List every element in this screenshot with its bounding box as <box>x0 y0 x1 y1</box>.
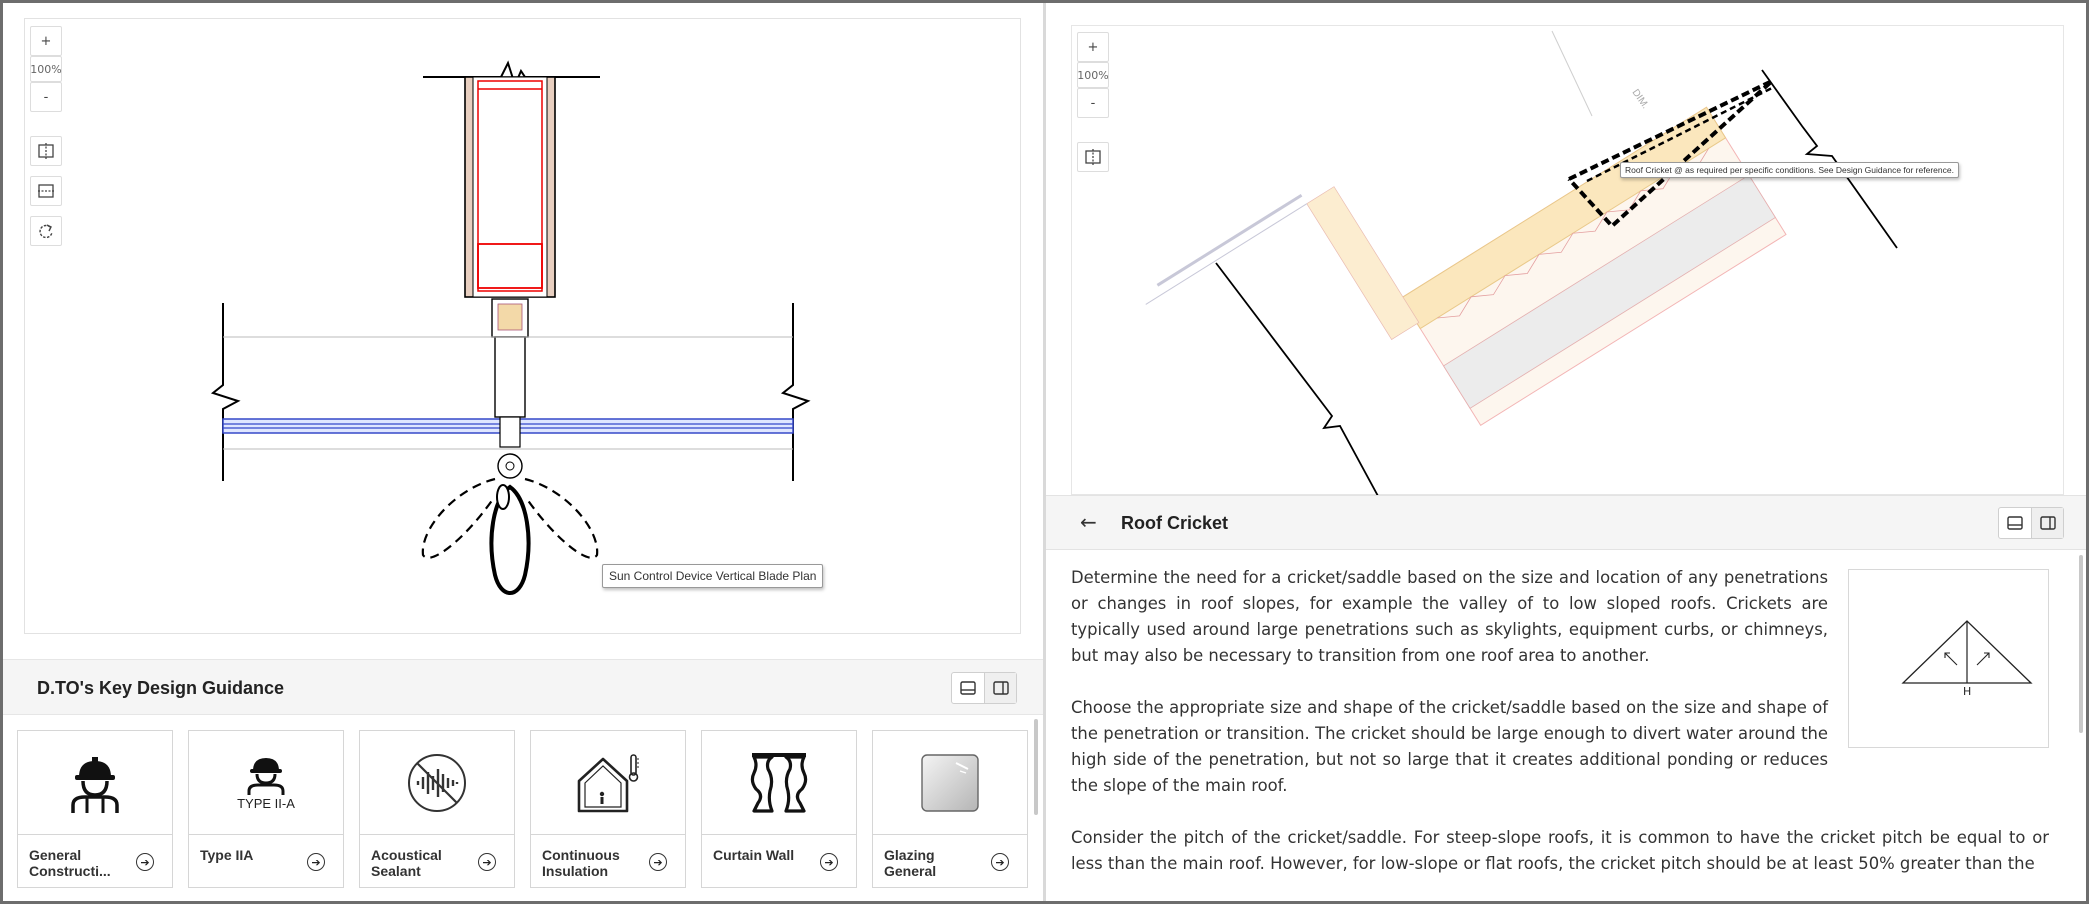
drawing-viewer-right[interactable] <box>1071 25 2064 495</box>
card-label: General Constructi... <box>29 847 111 879</box>
panel-right-icon <box>2040 515 2056 531</box>
arrow-right-circle-icon[interactable]: ➔ <box>649 853 667 871</box>
arrow-right-circle-icon[interactable]: ➔ <box>991 853 1009 871</box>
card-label: Glazing General <box>884 847 937 879</box>
detail-scrollbar[interactable] <box>2079 555 2083 733</box>
construction-worker-icon <box>65 753 125 813</box>
guidance-card[interactable] <box>188 730 344 888</box>
guidance-card[interactable] <box>359 730 515 888</box>
guidance-header <box>3 659 1043 715</box>
arrow-right-circle-icon[interactable]: ➔ <box>136 853 154 871</box>
app-window <box>3 3 2086 901</box>
detail-title: Roof Cricket <box>1121 513 1229 533</box>
roof-cricket-drawing <box>1072 26 2065 496</box>
layout-side-button[interactable] <box>2031 508 2063 538</box>
detail-header <box>1046 495 2086 550</box>
back-arrow-icon[interactable]: ← <box>1080 510 1097 534</box>
no-sound-icon <box>406 752 468 814</box>
guidance-card[interactable] <box>530 730 686 888</box>
insulated-house-icon <box>575 751 641 815</box>
zoom-in-button[interactable]: + <box>30 26 62 56</box>
drawing-tooltip: Sun Control Device Vertical Blade Plan <box>602 564 823 588</box>
glass-pane-icon <box>920 753 980 813</box>
cricket-diagram <box>1848 569 2049 748</box>
zoom-level-readout: 100% <box>30 56 62 82</box>
detail-layout-toggle <box>1998 507 2064 539</box>
paragraph: Choose the appropriate size and shape of the cricket/saddle based on the size and shape of the penetration or transition. The cricket should be large enough to divert water around the high side of the penetration, but not so large that it creates additional ponding or reduces the slope of the main roof. <box>1071 698 1828 795</box>
reset-view-button[interactable] <box>30 216 62 246</box>
figure-label: H <box>1963 685 1972 698</box>
layout-bottom-button[interactable] <box>1999 508 2031 538</box>
split-horizontal-icon <box>38 183 54 199</box>
arrow-right-circle-icon[interactable]: ➔ <box>307 853 325 871</box>
panel-right-icon <box>993 680 1009 696</box>
guidance-card[interactable] <box>17 730 173 888</box>
split-vertical-icon <box>1085 149 1101 165</box>
arrow-right-circle-icon[interactable]: ➔ <box>820 853 838 871</box>
dimension-label: DIM. <box>1629 87 1651 112</box>
curtain-icon <box>748 751 810 815</box>
drawing-viewer-left[interactable] <box>24 18 1021 634</box>
panel-bottom-icon <box>2007 515 2023 531</box>
layout-bottom-button[interactable] <box>952 673 984 703</box>
icon-caption: TYPE II-A <box>237 795 295 811</box>
detail-body <box>1071 565 2049 903</box>
rotate-icon <box>38 223 54 239</box>
sun-control-plan-drawing <box>25 19 1022 635</box>
right-pane <box>1046 3 2086 901</box>
guidance-scrollbar[interactable] <box>1034 719 1038 815</box>
zoom-in-button[interactable]: + <box>1077 32 1109 62</box>
cricket-triangle-figure <box>1849 570 2048 747</box>
guidance-card[interactable] <box>701 730 857 888</box>
card-label: Curtain Wall <box>713 847 795 863</box>
guidance-card-list <box>17 730 1031 890</box>
layout-side-button[interactable] <box>984 673 1016 703</box>
paragraph: Consider the pitch of the cricket/saddle. For steep-slope roofs, it is common to have the cricket pitch be equal to or less than the main roof. However, for low-slope or flat roofs, the cricket pitch should be at least 50% greater than the <box>1071 828 2049 873</box>
zoom-level-readout: 100% <box>1077 62 1109 88</box>
drawing-tooltip: Roof Cricket @ as required per specific conditions. See Design Guidance for reference. <box>1620 162 1959 178</box>
paragraph: Determine the need for a cricket/saddle based on the size and location of any penetrations or changes in roof slopes, for example the valley of to low sloped roofs. Crickets are typically used around large penetrations such as skylights, equipment curbs, or chimneys, but may also be necessary to transition from one roof area to another. <box>1071 568 1828 665</box>
guidance-card[interactable] <box>872 730 1028 888</box>
panel-bottom-icon <box>960 680 976 696</box>
guidance-title: D.TO's Key Design Guidance <box>37 678 285 698</box>
zoom-out-button[interactable]: - <box>1077 88 1109 118</box>
card-label: Continuous Insulation <box>542 847 620 879</box>
split-vertical-icon <box>38 143 54 159</box>
split-vertical-button[interactable] <box>30 136 62 166</box>
card-label: Acoustical Sealant <box>371 847 442 879</box>
arrow-right-circle-icon[interactable]: ➔ <box>478 853 496 871</box>
zoom-out-button[interactable]: - <box>30 82 62 112</box>
card-label: Type IIA <box>200 847 254 863</box>
worker-type-iia-icon <box>244 755 288 795</box>
split-vertical-button[interactable] <box>1077 142 1109 172</box>
split-horizontal-button[interactable] <box>30 176 62 206</box>
left-pane <box>3 3 1043 901</box>
guidance-layout-toggle <box>951 672 1017 704</box>
